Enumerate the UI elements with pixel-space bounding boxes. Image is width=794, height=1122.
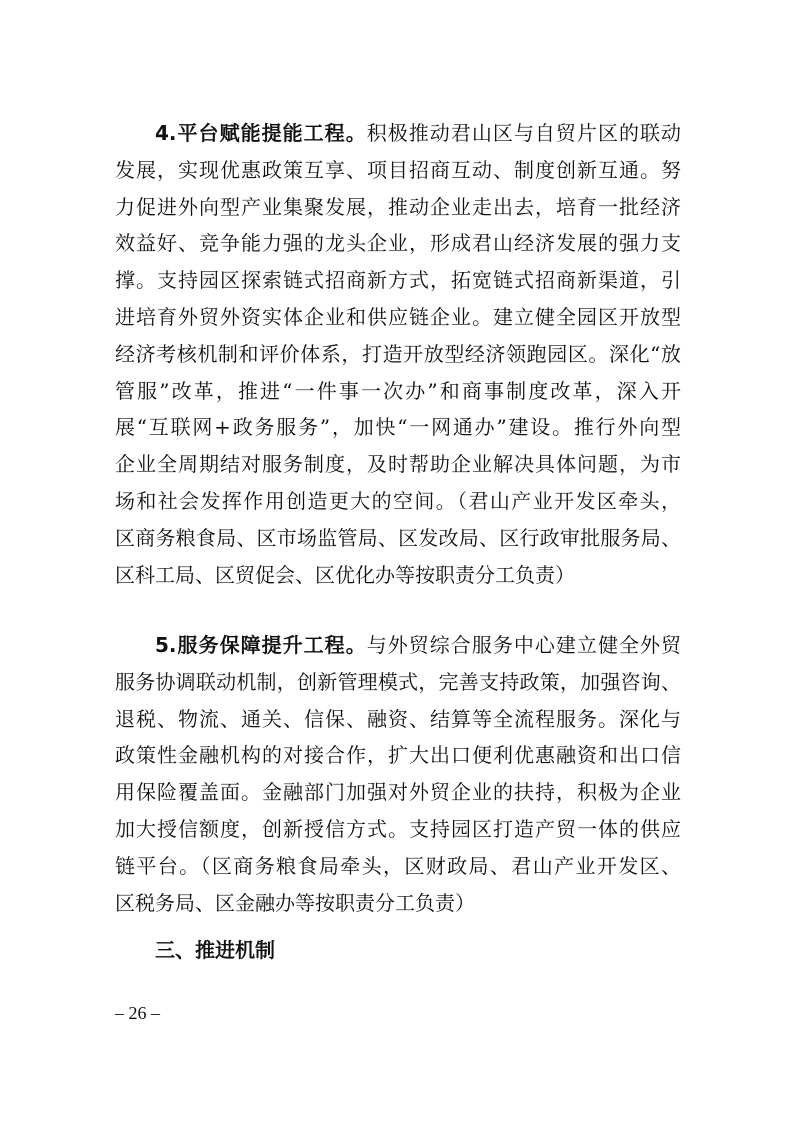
paragraph-line: 撑。支持园区探索链式招商新方式，拓宽链式招商新渠道，引	[115, 268, 681, 293]
paragraph-line: 效益好、竞争能力强的龙头企业，形成君山经济发展的强力支	[115, 231, 681, 256]
paragraph-line: 场和社会发挥作用创造更大的空间。（君山产业开发区牵头，	[115, 488, 681, 513]
page-number: – 26 –	[115, 1003, 160, 1023]
paragraph-line: 区税务局、区金融办等按职责分工负责）	[115, 890, 475, 915]
paragraph-line: 加大授信额度，创新授信方式。支持园区打造产贸一体的供应	[115, 816, 681, 841]
paragraph-line: 展“互联网+政务服务”，加快“一网通办”建设。推行外向型	[115, 415, 681, 440]
line-text: 与外贸综合服务中心建立健全外贸	[366, 633, 681, 657]
paragraph-platform-empowerment	[115, 115, 681, 593]
paragraph-lead: 4.平台赋能提能工程。	[155, 121, 367, 145]
section-heading: 三、推进机制	[155, 938, 275, 962]
paragraph-line: 区科工局、区贸促会、区优化办等按职责分工负责）	[115, 562, 575, 587]
paragraph-line: 链平台。（区商务粮食局牵头，区财政局、君山产业开发区、	[115, 853, 681, 878]
paragraph-line: 力促进外向型产业集聚发展，推动企业走出去，培育一批经济	[115, 194, 681, 219]
paragraph-line: 区商务粮食局、区市场监管局、区发改局、区行政审批服务局、	[115, 525, 681, 550]
paragraph-line: 政策性金融机构的对接合作，扩大出口便利优惠融资和出口信	[115, 743, 681, 768]
paragraph-line: 进培育外贸外资实体企业和供应链企业。建立健全园区开放型	[115, 304, 681, 329]
paragraph-line: 退税、物流、通关、信保、融资、结算等全流程服务。深化与	[115, 706, 681, 731]
paragraph-line: 发展，实现优惠政策互享、项目招商互动、制度创新互通。努	[115, 157, 681, 182]
paragraph-line: 服务协调联动机制，创新管理模式，完善支持政策，加强咨询、	[115, 669, 681, 694]
paragraph-service-guarantee	[115, 627, 681, 921]
line-text: 积极推动君山区与自贸片区的联动	[366, 121, 681, 145]
paragraph-line: 管服”改革，推进“一件事一次办”和商事制度改革，深入开	[115, 378, 681, 403]
paragraph-line: 经济考核机制和评价体系，打造开放型经济领跑园区。深化“放	[115, 341, 681, 366]
paragraph-line	[115, 115, 681, 152]
paragraph-lead: 5.服务保障提升工程。	[155, 633, 367, 657]
paragraph-line: 用保险覆盖面。金融部门加强对外贸企业的扶持，积极为企业	[115, 780, 681, 805]
paragraph-line	[115, 627, 681, 664]
paragraph-line: 企业全周期结对服务制度，及时帮助企业解决具体问题，为市	[115, 452, 681, 477]
